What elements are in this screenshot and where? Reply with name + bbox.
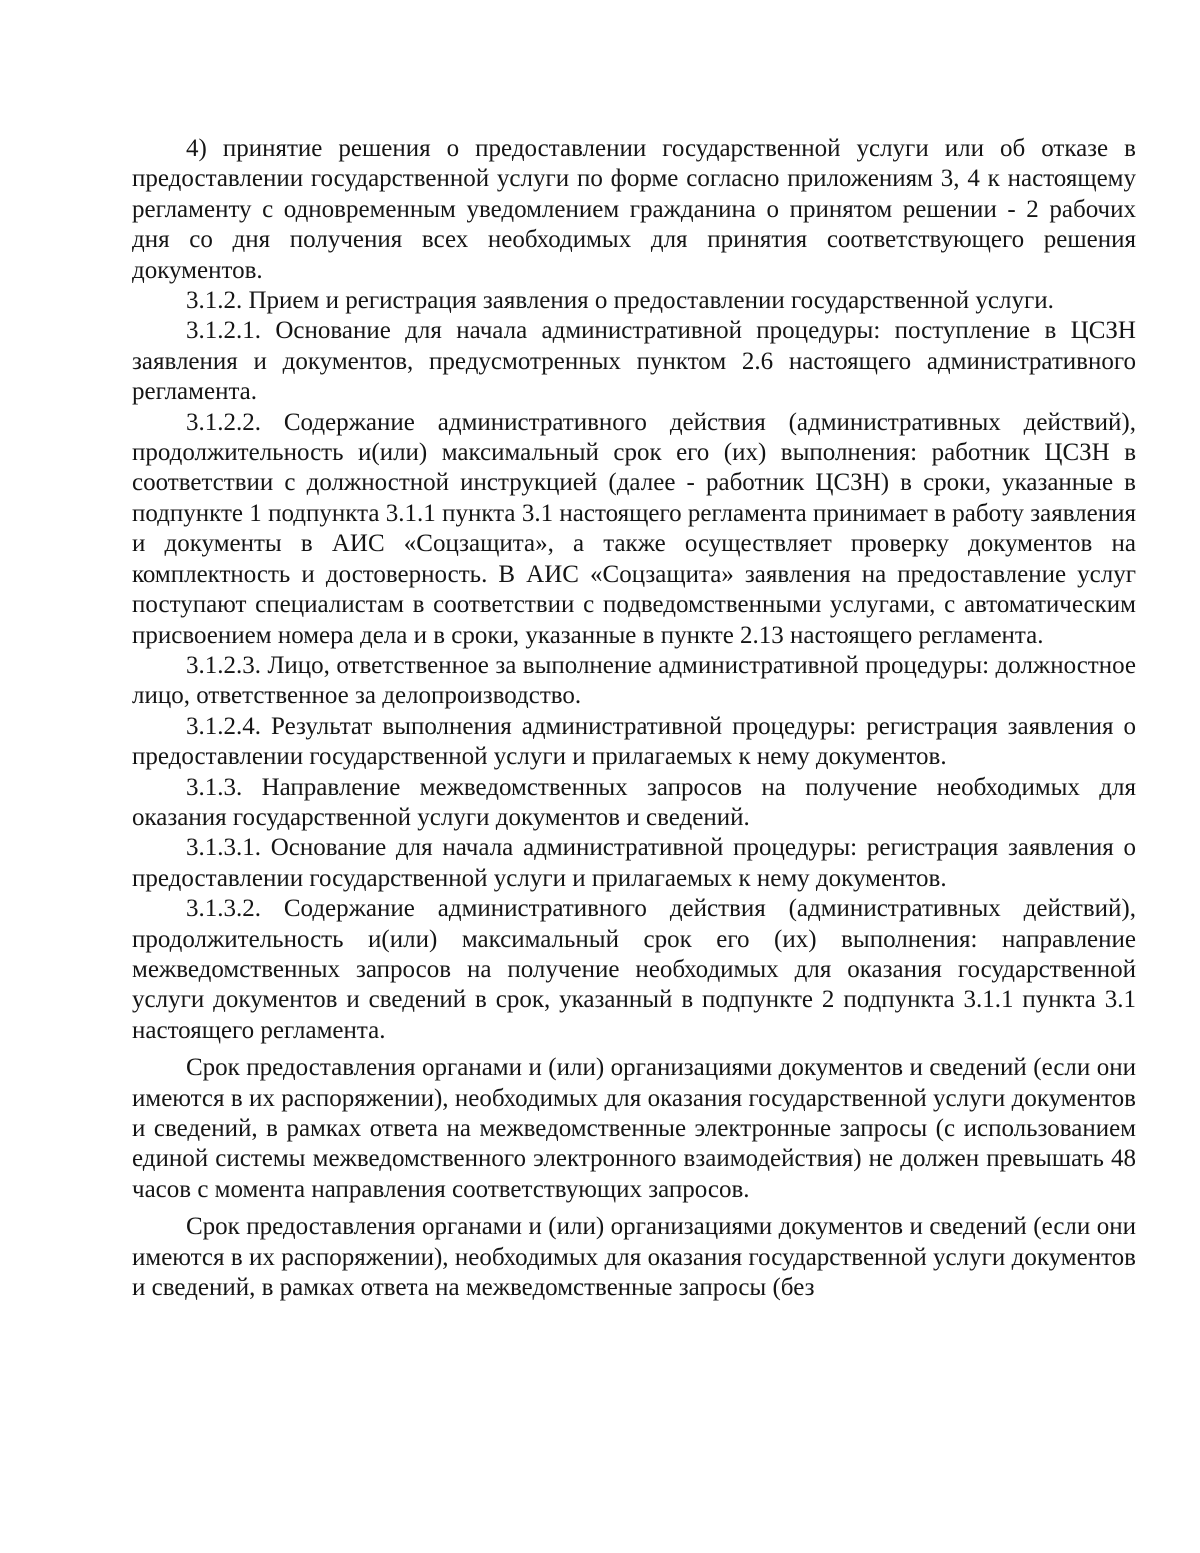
paragraph-decision: 4) принятие решения о предоставлении государственной услуги или об отказе в предоставлении государственной услуги по форме согласно приложениям 3, 4 к настоящему регламенту с одновременным уведомлением гражданина о принятом решении - 2 рабочих дня со дня получения всех необходимых для принятия соответствующего решения документов. (132, 135, 1136, 284)
paragraph-3-1-2: 3.1.2. Прием и регистрация заявления о предоставлении государственной услуги. (186, 287, 1054, 315)
paragraph-3-1-2-1: 3.1.2.1. Основание для начала административной процедуры: поступление в ЦСЗН заявления и документов, предусмотренных пунктом 2.6 настоящего административного регламента. (132, 317, 1136, 406)
paragraph-3-1-2-2: 3.1.2.2. Содержание административного действия (административных действий), продолжительность и(или) максимальный срок его (их) выполнения: работник ЦСЗН в соответствии с должностной инструкцией (далее - работник ЦСЗН) в сроки, указанные в подпункте 1 подпункта 3.1.1 пункта 3.1 настоящего регламента принимает в работу заявления и документы в АИС «Соцзащита», а также осуществляет проверку документов на комплектность и достоверность. В АИС «Соцзащита» заявления на предоставление услуг поступают специалистам в соответствии с подведомственными услугами, с автоматическим присвоением номера дела и в сроки, указанные в пункте 2.13 настоящего регламента. (132, 408, 1136, 649)
paragraph-3-1-3-1: 3.1.3.1. Основание для начала административной процедуры: регистрация заявления о предоставлении государственной услуги и прилагаемых к нему документов. (132, 834, 1136, 892)
paragraph-3-1-3-2: 3.1.3.2. Содержание административного действия (административных действий), продолжительность и(или) максимальный срок его (их) выполнения: направление межведомственных запросов на получение необходимых для оказания государственной услуги документов и сведений в срок, указанный в подпункте 2 подпункта 3.1.1 пункта 3.1 настоящего регламента. (132, 895, 1136, 1044)
paragraph-3-1-2-4: 3.1.2.4. Результат выполнения административной процедуры: регистрация заявления о предоставлении государственной услуги и прилагаемых к нему документов. (132, 712, 1136, 771)
paragraph-paper-deadline: Срок предоставления органами и (или) организациями документов и сведений (если они имеются в их распоряжении), необходимых для оказания государственной услуги документов и сведений, в рамках ответа на межведомственные запросы (без (132, 1213, 1136, 1302)
paragraph-electronic-deadline: Срок предоставления органами и (или) организациями документов и сведений (если они имеются в их распоряжении), необходимых для оказания государственной услуги документов и сведений, в рамках ответа на межведомственные электронные запросы (с использованием единой системы межведомственного электронного взаимодействия) не должен превышать 48 часов с момента направления соответствующих запросов. (132, 1054, 1136, 1203)
paragraph-3-1-3: 3.1.3. Направление межведомственных запросов на получение необходимых для оказания государственной услуги документов и сведений. (132, 773, 1136, 831)
document-body (132, 134, 1136, 1303)
paragraph-3-1-2-3: 3.1.2.3. Лицо, ответственное за выполнение административной процедуры: должностное лицо, ответственное за делопроизводство. (132, 651, 1136, 710)
